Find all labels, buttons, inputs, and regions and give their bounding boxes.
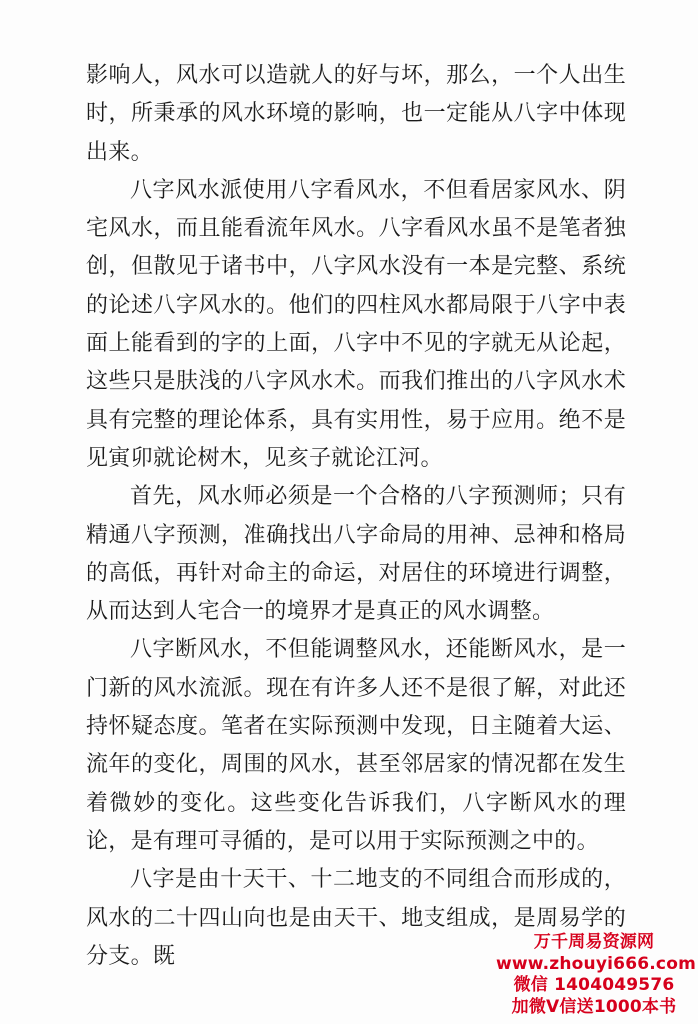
watermark-wechat: 微信 1404049576: [513, 975, 675, 995]
watermark-offer: 加微V信送1000本书: [511, 996, 677, 1017]
paragraph-2: 八字风水派使用八字看风水，不但看居家风水、阴宅风水，而且能看流年风水。八字看风水虽不是笔者独创，但散见于诸书中，八字风水没有一本是完整、系统的论述八字风水的。他们的四柱风水都局限于八字中表面上能看到的字的上面，八字中不见的字就无从论起，这些只是肤浅的八字风水术。而我们推出的八字风水术具有完整的理论体系，具有实用性，易于应用。绝不是见寅卯就论树木，见亥子就论江河。: [86, 177, 626, 471]
paragraph-1: 影响人，风水可以造就人的好与坏，那么，一个人出生时，所秉承的风水环境的影响，也一定能从八字中体现出来。: [86, 63, 626, 165]
watermark-site-name: 万千周易资源网: [533, 932, 655, 952]
paragraph-4: 八字断风水，不但能调整风水，还能断风水，是一门新的风水流派。现在有许多人还不是很了解，对此还持怀疑态度。笔者在实际预测中发现，日主随着大运、流年的变化，周围的风水，甚至邻居家的情况都在发生着微妙的变化。这些变化告诉我们，八字断风水的理论，是有理可寻循的，是可以用于实际预测之中的。: [86, 637, 626, 854]
paragraph-3: 首先，风水师必须是一个合格的八字预测师；只有精通八字预测，准确找出八字命局的用神、忌神和格局的高低，再针对命主的命运，对居住的环境进行调整，从而达到人宅合一的境界才是真正的风水调整。: [86, 484, 626, 625]
paragraph-5: 八字是由十天干、十二地支的不同组合而形成的，风水的二十四山向也是由天干、地支组成，是周易学的分支。既: [86, 867, 626, 969]
watermark-url: www.zhouyi666.com: [496, 953, 696, 974]
watermark: [496, 932, 696, 1018]
body-text: [86, 57, 626, 976]
